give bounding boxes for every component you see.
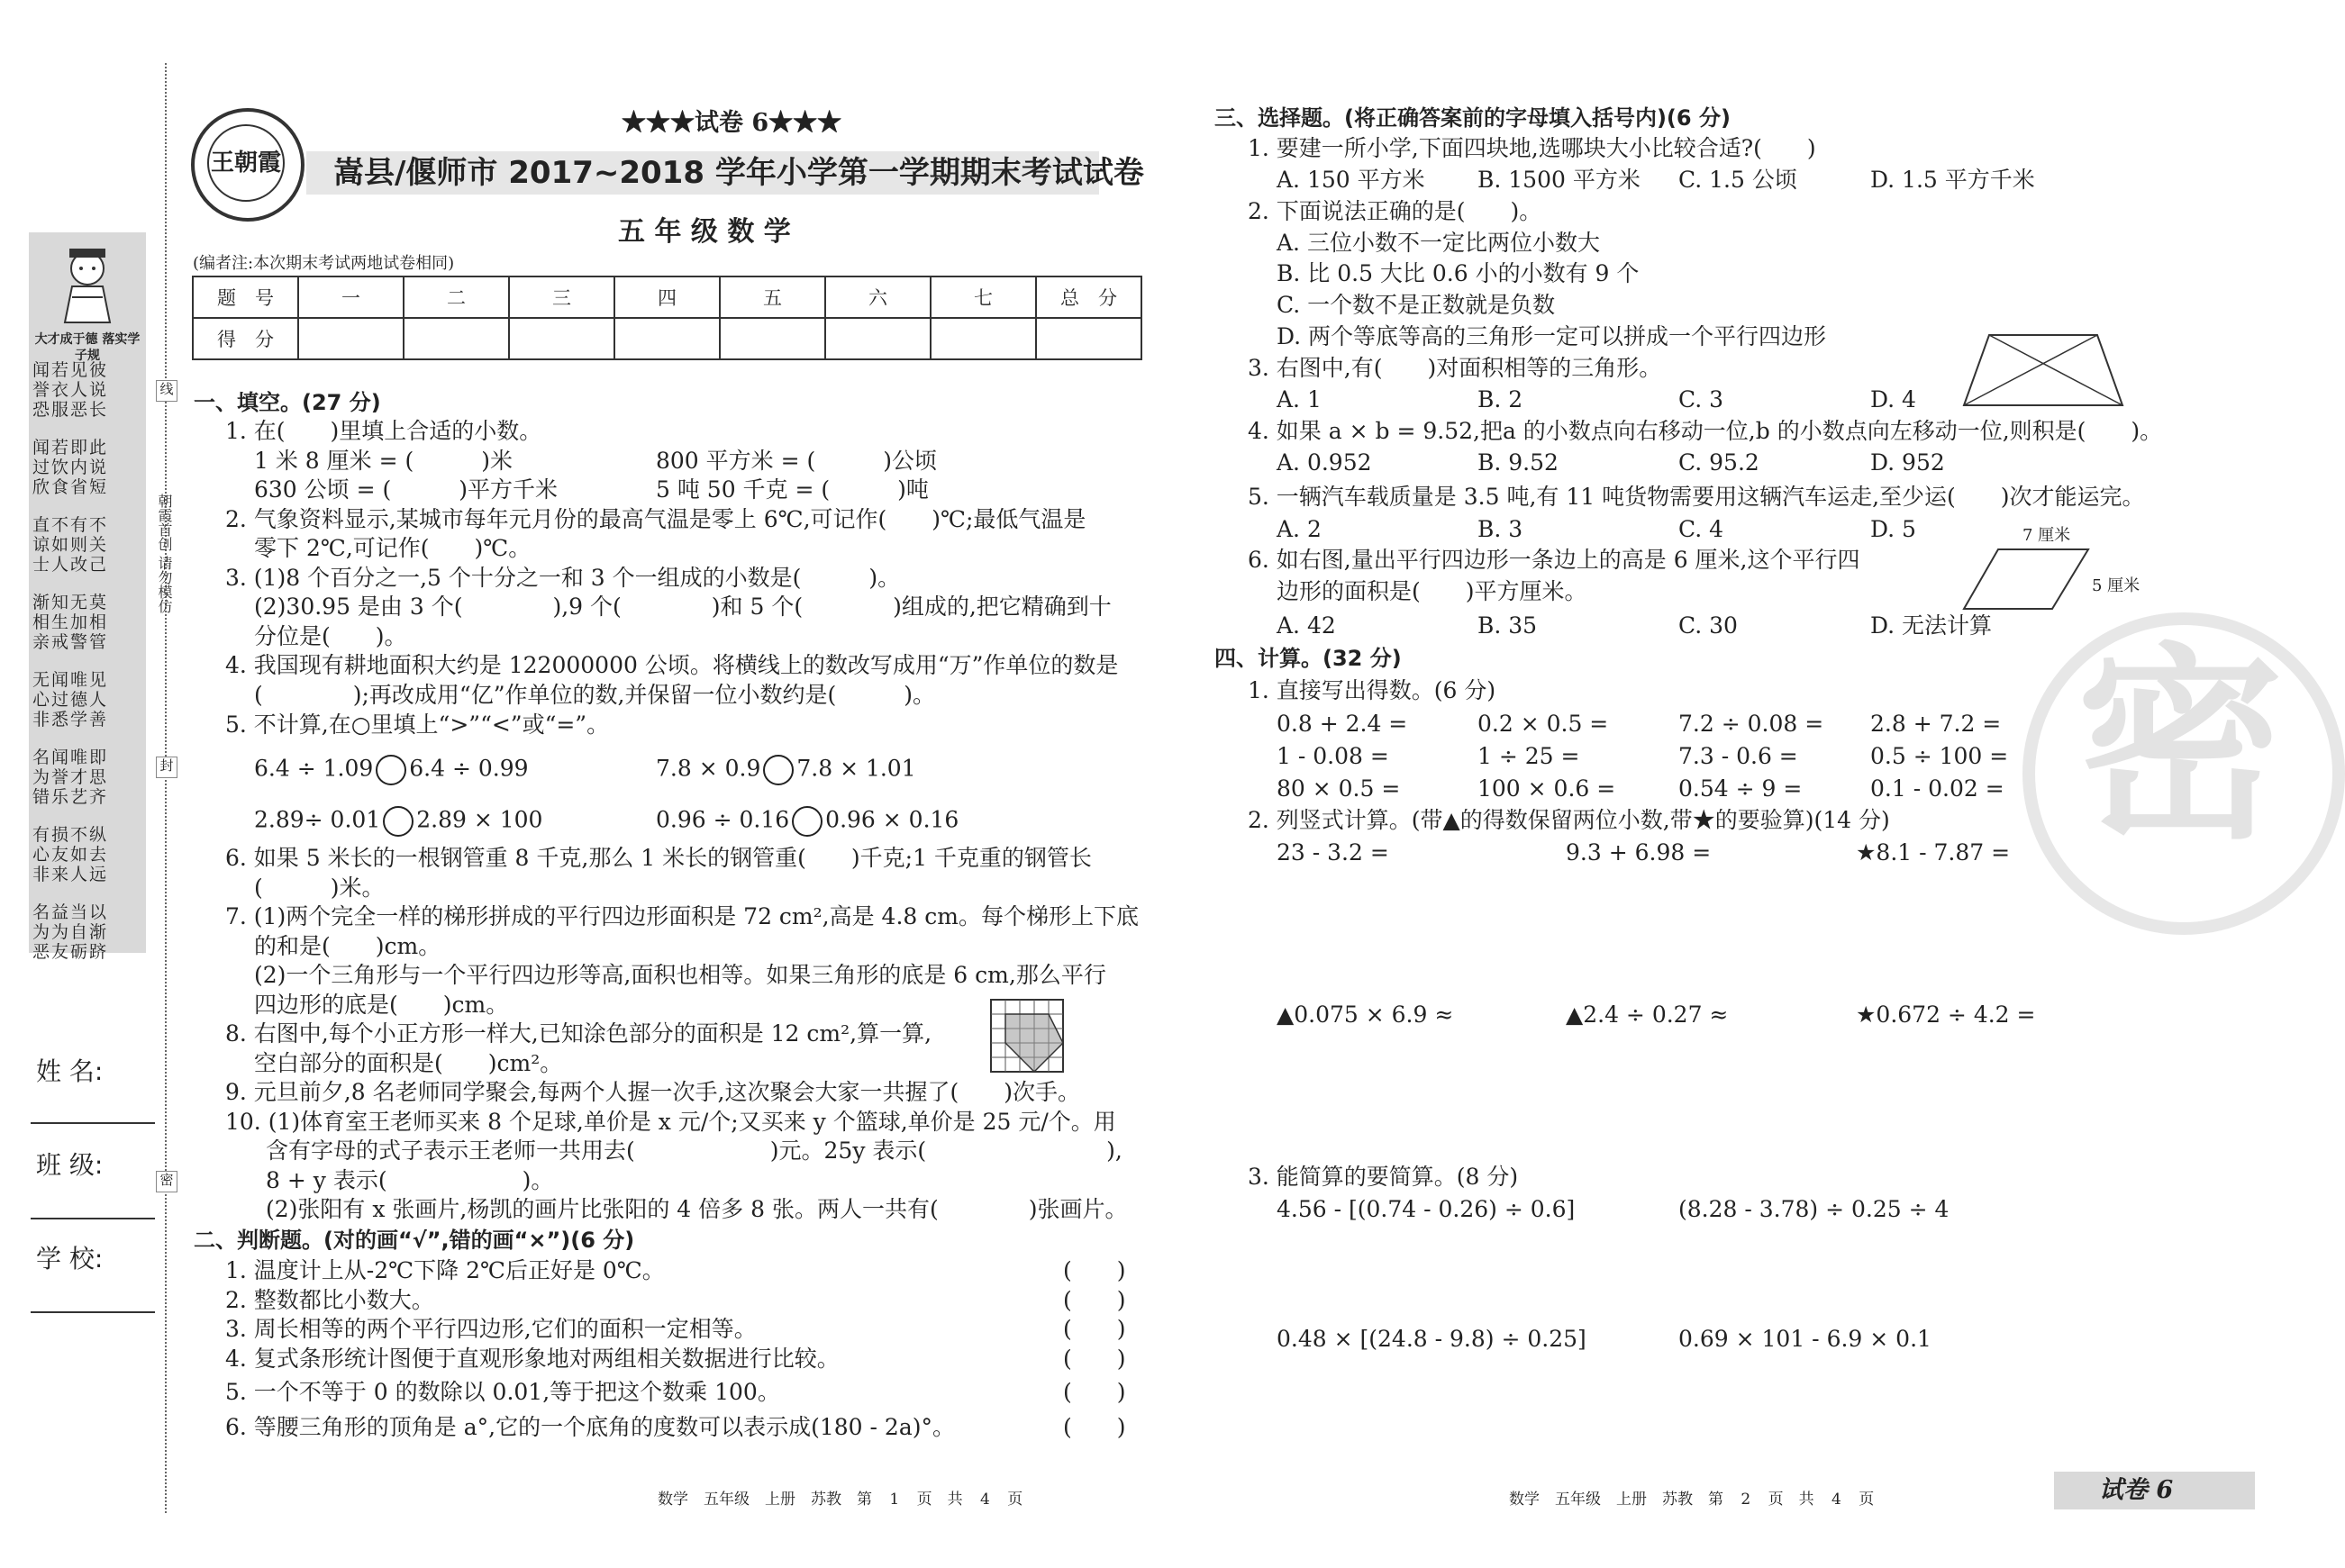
q1-7b: 的和是( )cm。	[254, 933, 441, 959]
judge-3: 3. 周长相等的两个平行四边形,它们的面积一定相等。	[225, 1316, 757, 1342]
score-cell: 一	[298, 276, 404, 318]
maxim-17: 为誉才思	[32, 767, 109, 787]
q1-3a: 3. (1)8 个百分之一,5 个十分之一和 3 个一组成的小数是( )。	[225, 565, 901, 591]
judge-6: 6. 等腰三角形的顶角是 a°,它的一个底角的度数可以表示成(180 - 2a)°。	[225, 1414, 955, 1440]
footer-right: 数学 五年级 上册 苏教 第 2 页 共 4 页	[1509, 1491, 1875, 1509]
choice-6-a: A. 42	[1277, 612, 1336, 639]
direct-calc: 0.8 + 2.4 =	[1277, 711, 1408, 737]
maxim-14: 心过德人	[32, 690, 109, 710]
maxim-20: 心友如去	[32, 845, 109, 865]
score-cell: 三	[509, 276, 614, 318]
vertical-calc: ★0.672 ÷ 4.2 =	[1856, 1002, 2036, 1028]
footer-tag: 试卷 6	[2099, 1476, 2174, 1504]
q1-1c: 630 公顷 = ( )平方千米	[254, 476, 559, 503]
maxim-3: 恐服恶长	[32, 400, 109, 420]
score-input[interactable]	[825, 318, 931, 359]
calc-sub3: 3. 能简算的要简算。(8 分)	[1248, 1164, 1519, 1190]
score-cell: 七	[931, 276, 1036, 318]
maxim-24: 恶友砺跻	[32, 942, 109, 962]
vertical-calc: 9.3 + 6.98 =	[1566, 839, 1712, 866]
score-input[interactable]	[298, 318, 404, 359]
q1-7c: (2)一个三角形与一个平行四边形等高,面积也相等。如果三角形的底是 6 cm,那么平行	[254, 962, 1106, 988]
score-input[interactable]	[720, 318, 825, 359]
judge-bracket[interactable]: ( )	[1063, 1316, 1126, 1342]
choice-1b: B. 1500 平方米	[1477, 167, 1641, 193]
maxim-18: 错乐艺齐	[32, 787, 109, 807]
compare-circle[interactable]	[763, 755, 794, 785]
simplify-calc: 0.48 × [(24.8 - 9.8) ÷ 0.25]	[1277, 1326, 1586, 1352]
scholar-figure	[56, 243, 119, 324]
choice-2c: C. 一个数不是正数就是负数	[1277, 292, 1556, 318]
q1-10c: 8 + y 表示( )。	[266, 1167, 554, 1193]
direct-calc: 0.54 ÷ 9 =	[1678, 775, 1803, 802]
compare-expr: 7.8 × 0.9	[656, 755, 761, 782]
judge-2: 2. 整数都比小数大。	[225, 1287, 434, 1313]
direct-calc: 7.2 ÷ 0.08 =	[1678, 711, 1824, 737]
choice-6-b: B. 35	[1477, 612, 1538, 639]
compare-expr: 6.4 ÷ 1.09	[254, 755, 374, 782]
exam-title: 嵩县/偃师市 2017~2018 学年小学第一学期期末考试试卷	[333, 155, 1144, 191]
name-label: 姓 名:	[36, 1056, 104, 1086]
choice-5: 5. 一辆汽车载质量是 3.5 吨,有 11 吨货物需要用这辆汽车运走,至少运( )次才能运完。	[1248, 484, 2145, 510]
fig-side-label: 5 厘米	[2092, 576, 2140, 595]
direct-calc: 1 ÷ 25 =	[1477, 743, 1580, 769]
q1-4: 4. 我国现有耕地面积大约是 122000000 公顷。将横线上的数改写成用“万”作单位的数是	[225, 652, 1119, 678]
choice-2a: A. 三位小数不一定比两位小数大	[1277, 230, 1600, 256]
compare-expr: 0.96 ÷ 0.16	[656, 806, 790, 833]
score-cell: 题 号	[193, 276, 298, 318]
fig-top-label: 7 厘米	[2022, 526, 2071, 545]
choice-6-d: D. 无法计算	[1870, 612, 1993, 639]
name-field[interactable]	[31, 1122, 155, 1124]
binding-tab-secret: 密	[156, 1171, 177, 1192]
q1-6: 6. 如果 5 米长的一根钢管重 8 千克,那么 1 米长的钢管重( )千克;1 千克重的钢管长	[225, 845, 1092, 871]
direct-calc: 0.1 - 0.02 =	[1870, 775, 2004, 802]
choice-3d: D. 4	[1870, 386, 1916, 412]
compare-row1-right	[656, 755, 916, 785]
vertical-calc: ▲2.4 ÷ 0.27 ≈	[1566, 1002, 1729, 1028]
score-cell: 总 分	[1036, 276, 1141, 318]
direct-calc: 0.5 ÷ 100 =	[1870, 743, 2009, 769]
school-label: 学 校:	[36, 1244, 104, 1273]
judge-bracket[interactable]: ( )	[1063, 1346, 1126, 1372]
score-cell: 二	[404, 276, 509, 318]
footer-left: 数学 五年级 上册 苏教 第 1 页 共 4 页	[658, 1491, 1023, 1509]
direct-calc: 1 - 0.08 =	[1277, 743, 1389, 769]
grid-figure	[991, 1000, 1081, 1077]
compare-expr: 2.89 × 100	[416, 806, 543, 833]
choice-6-c: C. 30	[1678, 612, 1738, 639]
q1-1a: 1 米 8 厘米 = ( )米	[254, 448, 514, 474]
compare-circle[interactable]	[383, 806, 414, 837]
maxim-23: 为为自渐	[32, 922, 109, 942]
q1-3b: (2)30.95 是由 3 个( ),9 个( )和 5 个( )组成的,把它精确到十	[254, 594, 1112, 620]
q1-1d: 5 吨 50 千克 = ( )吨	[656, 476, 929, 503]
judge-bracket[interactable]: ( )	[1063, 1257, 1126, 1283]
judge-5: 5. 一个不等于 0 的数除以 0.01,等于把这个数乘 100。	[225, 1379, 780, 1405]
motto-text: 大才成于德 落实学子规	[34, 332, 141, 363]
class-label: 班 级:	[36, 1150, 104, 1180]
secret-stamp-text: 密	[2076, 627, 2284, 867]
choice-2: 2. 下面说法正确的是( )。	[1248, 198, 1542, 224]
q1-8: 8. 右图中,每个小正方形一样大,已知涂色部分的面积是 12 cm²,算一算,	[225, 1020, 932, 1047]
score-input[interactable]	[509, 318, 614, 359]
q1-1b: 800 平方米 = ( )公顷	[656, 448, 938, 474]
direct-calc: 7.3 - 0.6 =	[1678, 743, 1798, 769]
q1-10b: 含有字母的式子表示王老师一共用去( )元。25y 表示( ),	[266, 1137, 1123, 1164]
choice-1c: C. 1.5 公顷	[1678, 167, 1797, 193]
choice-4b: B. 9.52	[1477, 449, 1559, 476]
choice-1: 1. 要建一所小学,下面四块地,选哪块大小比较合适?( )	[1248, 135, 1816, 161]
maxim-21: 非来人远	[32, 865, 109, 884]
compare-row1-left	[254, 755, 529, 785]
choice-2b: B. 比 0.5 大比 0.6 小的小数有 9 个	[1277, 260, 1640, 286]
compare-circle[interactable]	[376, 755, 406, 785]
direct-calc: 100 × 0.6 =	[1477, 775, 1616, 802]
maxim-22: 名益当以	[32, 902, 109, 922]
judge-bracket[interactable]: ( )	[1063, 1414, 1126, 1440]
binding-tab-line: 线	[156, 380, 177, 402]
direct-calc: 0.2 × 0.5 =	[1477, 711, 1609, 737]
maxim-16: 名闻唯即	[32, 748, 109, 767]
maxim-13: 无闻唯见	[32, 670, 109, 690]
score-input[interactable]	[404, 318, 509, 359]
subject-title: 五 年 级 数 学	[618, 216, 791, 248]
score-input[interactable]	[931, 318, 1036, 359]
binding-tab-seal: 封	[156, 757, 177, 778]
vertical-calc: 23 - 3.2 =	[1277, 839, 1389, 866]
compare-row2-left	[254, 806, 542, 837]
paper-tag: ★★★试卷 6★★★	[622, 109, 842, 137]
q1-3c: 分位是( )。	[254, 623, 407, 649]
q1-6b: ( )米。	[254, 875, 385, 901]
choice-4d: D. 952	[1870, 449, 1945, 476]
choice-3c: C. 3	[1678, 386, 1724, 412]
judge-bracket[interactable]: ( )	[1063, 1287, 1126, 1313]
calc-sub2: 2. 列竖式计算。(带▲的得数保留两位小数,带★的要验算)(14 分)	[1248, 807, 1890, 833]
compare-expr: 7.8 × 1.01	[796, 755, 916, 782]
maxim-7: 直不有不	[32, 515, 109, 535]
maxim-6: 欣食省短	[32, 477, 109, 497]
direct-calc: 80 × 0.5 =	[1277, 775, 1401, 802]
q1-7d: 四边形的底是( )cm。	[254, 992, 509, 1018]
q1-2b: 零下 2℃,可记作( )℃。	[254, 535, 532, 561]
score-header-row	[193, 276, 1141, 318]
q1-7a: 7. (1)两个完全一样的梯形拼成的平行四边形面积是 72 cm²,高是 4.8 cm。每个梯形上下底	[225, 903, 1139, 929]
choice-4: 4. 如果 a × b = 9.52,把a 的小数点向右移动一位,b 的小数点向左移动一位,则积是( )。	[1248, 418, 2163, 444]
compare-expr: 2.89÷ 0.01	[254, 806, 381, 833]
choice-3: 3. 右图中,有( )对面积相等的三角形。	[1248, 355, 1662, 381]
choice-6b: 边形的面积是( )平方厘米。	[1277, 578, 1587, 604]
choice-5c: C. 4	[1678, 516, 1724, 542]
score-table	[192, 276, 1142, 360]
editor-note: (编者注:本次期末考试两地试卷相同)	[193, 254, 455, 273]
score-cell: 四	[614, 276, 720, 318]
maxim-1: 闻若见彼	[32, 360, 109, 380]
choice-5a: A. 2	[1277, 516, 1322, 542]
simplify-calc: 4.56 - [(0.74 - 0.26) ÷ 0.6]	[1277, 1196, 1576, 1222]
maxim-11: 相生加相	[32, 612, 109, 632]
maxim-4: 闻若即此	[32, 438, 109, 458]
choice-5b: B. 3	[1477, 516, 1523, 542]
section1-title: 一、填空。(27 分)	[194, 390, 381, 415]
maxim-5: 过饮内说	[32, 458, 109, 477]
q1-10a: 10. (1)体育室王老师买来 8 个足球,单价是 x 元/个;又买来 y 个篮球,单价是 25 元/个。用	[225, 1109, 1116, 1135]
score-cell: 五	[720, 276, 825, 318]
calc-sub1: 1. 直接写出得数。(6 分)	[1248, 677, 1496, 703]
choice-4a: A. 0.952	[1277, 449, 1372, 476]
vertical-calc: ★8.1 - 7.87 =	[1856, 839, 2011, 866]
score-cell: 得 分	[193, 318, 298, 359]
maxim-8: 谅如则关	[32, 535, 109, 555]
judge-1: 1. 温度计上从-2℃下降 2℃后正好是 0℃。	[225, 1257, 665, 1283]
section4-title: 四、计算。(32 分)	[1214, 646, 1402, 671]
choice-1d: D. 1.5 平方千米	[1870, 167, 2035, 193]
direct-calc: 2.8 + 7.2 =	[1870, 711, 2002, 737]
choice-3b: B. 2	[1477, 386, 1523, 412]
maxim-2: 誉衣人说	[32, 380, 109, 400]
score-input[interactable]	[614, 318, 720, 359]
brand-logo-text: 王朝霞	[207, 124, 285, 202]
q1-9: 9. 元旦前夕,8 名老师同学聚会,每两个人握一次手,这次聚会大家一共握了( )次手。	[225, 1079, 1081, 1105]
section2-title: 二、判断题。(对的画“√”,错的画“×”)(6 分)	[194, 1228, 635, 1253]
maxim-19: 有损不纵	[32, 825, 109, 845]
simplify-calc: 0.69 × 101 - 6.9 × 0.1	[1678, 1326, 1931, 1352]
compare-expr: 0.96 × 0.16	[825, 806, 959, 833]
score-cell: 六	[825, 276, 931, 318]
section3-title: 三、选择题。(将正确答案前的字母填入括号内)(6 分)	[1214, 105, 1731, 131]
choice-3a: A. 1	[1277, 386, 1322, 412]
score-value-row	[193, 318, 1141, 359]
compare-expr: 6.4 ÷ 0.99	[409, 755, 529, 782]
choice-1a: A. 150 平方米	[1277, 167, 1425, 193]
judge-bracket[interactable]: ( )	[1063, 1379, 1126, 1405]
maxim-9: 士人改己	[32, 555, 109, 575]
binding-line	[165, 63, 167, 1513]
q1-10d: (2)张阳有 x 张画片,杨凯的画片比张阳的 4 倍多 8 张。两人一共有( )张画片。	[266, 1196, 1128, 1222]
simplify-calc: (8.28 - 3.78) ÷ 0.25 ÷ 4	[1678, 1196, 1950, 1222]
copyright-note: 朝霞首创 请勿模仿	[156, 494, 173, 614]
choice-6: 6. 如右图,量出平行四边形一条边上的高是 6 厘米,这个平行四	[1248, 547, 1860, 573]
brand-logo	[191, 108, 304, 222]
vertical-calc: ▲0.075 × 6.9 ≈	[1277, 1002, 1454, 1028]
q1-5: 5. 不计算,在○里填上“>”“<”或“=”。	[225, 711, 610, 738]
trapezoid-figure	[1962, 333, 2124, 411]
choice-2d: D. 两个等底等高的三角形一定可以拼成一个平行四边形	[1277, 323, 1827, 349]
maxim-15: 非悉学善	[32, 710, 109, 730]
choice-5d: D. 5	[1870, 516, 1916, 542]
q1-1: 1. 在( )里填上合适的小数。	[225, 418, 542, 444]
q1-8b: 空白部分的面积是( )cm²。	[254, 1050, 563, 1076]
judge-4: 4. 复式条形统计图便于直观形象地对两组相关数据进行比较。	[225, 1346, 840, 1372]
q1-4b: ( );再改成用“亿”作单位的数,并保留一位小数约是( )。	[254, 682, 935, 708]
maxim-10: 渐知无莫	[32, 593, 109, 612]
choice-4c: C. 95.2	[1678, 449, 1759, 476]
score-input[interactable]	[1036, 318, 1141, 359]
compare-row2-right	[656, 806, 959, 837]
class-field[interactable]	[31, 1218, 155, 1219]
q1-2: 2. 气象资料显示,某城市每年元月份的最高气温是零上 6℃,可记作( )℃;最低气温是	[225, 506, 1086, 532]
school-field[interactable]	[31, 1311, 155, 1313]
compare-circle[interactable]	[792, 806, 823, 837]
maxim-12: 亲戒警管	[32, 632, 109, 652]
